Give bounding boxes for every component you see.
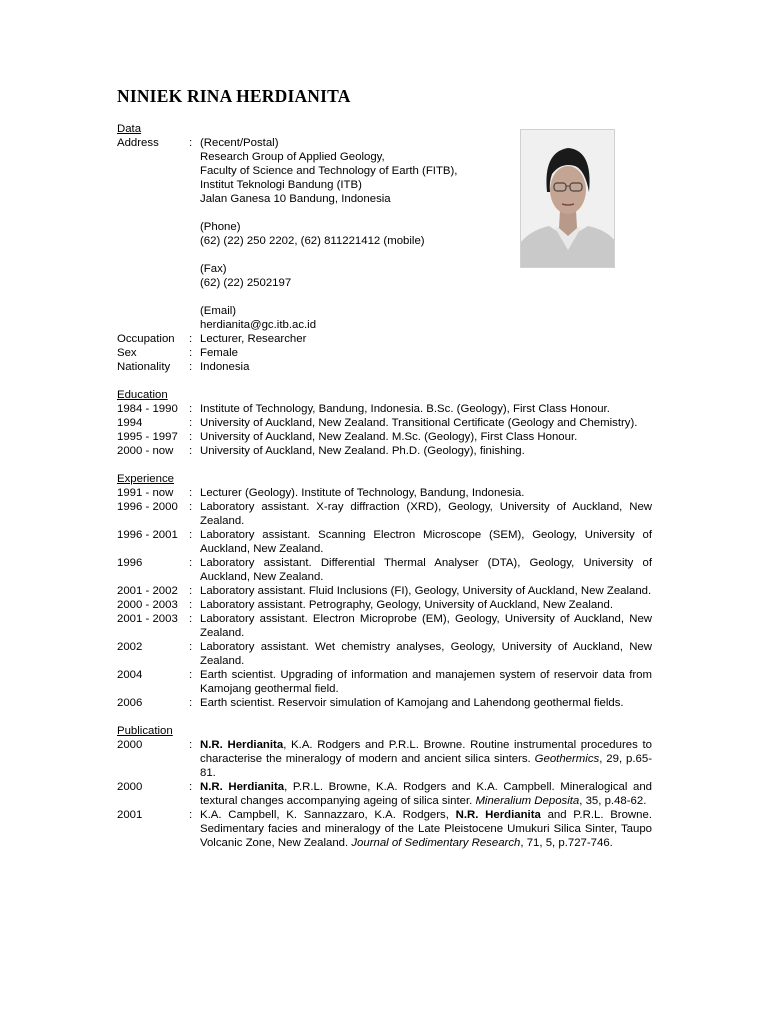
experience-entry bbox=[117, 696, 652, 710]
colon: : bbox=[189, 809, 193, 821]
section-heading-education: Education bbox=[117, 389, 168, 401]
address-line: (62) (22) 2502197 bbox=[200, 277, 292, 289]
entry-text: Laboratory assistant. Differential Thermal Analyser (DTA), Geology, University of Auckland, New Zealand. bbox=[200, 557, 652, 583]
publication-citation bbox=[200, 780, 652, 808]
email-address: herdianita@gc.itb.ac.id bbox=[200, 319, 317, 331]
entry-text: Laboratory assistant. X-ray diffraction (XRD), Geology, University of Auckland, New Zealand. bbox=[200, 501, 652, 527]
publication-year: 2000 bbox=[117, 781, 143, 793]
colon: : bbox=[189, 501, 193, 513]
publication-year: 2001 bbox=[117, 809, 143, 821]
experience-entry bbox=[117, 556, 652, 584]
education-entry bbox=[117, 430, 652, 444]
colon: : bbox=[189, 599, 193, 611]
entry-year: 2001 - 2003 bbox=[117, 613, 178, 625]
colon: : bbox=[189, 445, 193, 457]
entry-year: 1991 - now bbox=[117, 487, 174, 499]
publication-entry bbox=[117, 738, 652, 780]
address-block bbox=[200, 136, 652, 332]
address-label: Address bbox=[117, 137, 159, 149]
citation-journal: Geothermics bbox=[534, 753, 600, 765]
colon: : bbox=[189, 403, 193, 415]
occupation-label: Occupation bbox=[117, 333, 175, 345]
publication-citation bbox=[200, 738, 652, 780]
citation-journal: Mineralium Deposita bbox=[475, 795, 580, 807]
experience-entry bbox=[117, 528, 652, 556]
address-line: Jalan Ganesa 10 Bandung, Indonesia bbox=[200, 193, 391, 205]
publication-entry bbox=[117, 780, 652, 808]
address-line: (62) (22) 250 2202, (62) 811221412 (mobile) bbox=[200, 235, 425, 247]
address-row bbox=[117, 136, 652, 332]
address-line bbox=[200, 206, 652, 220]
section-heading-experience: Experience bbox=[117, 473, 174, 485]
nationality-value: Indonesia bbox=[200, 361, 250, 373]
entry-year: 2001 - 2002 bbox=[117, 585, 178, 597]
cv-name: NINIEK RINA HERDIANITA bbox=[117, 86, 351, 106]
address-line: Faculty of Science and Technology of Earth (FITB), bbox=[200, 165, 458, 177]
colon: : bbox=[189, 431, 193, 443]
address-line bbox=[200, 248, 652, 262]
education-list bbox=[117, 402, 652, 458]
citation-volume-pages: , 71, 5, p.727-746. bbox=[520, 837, 613, 849]
entry-year: 1996 - 2000 bbox=[117, 501, 178, 513]
colon: : bbox=[189, 557, 193, 569]
education-entry bbox=[117, 402, 652, 416]
experience-entry bbox=[117, 612, 652, 640]
experience-list bbox=[117, 486, 652, 710]
entry-text: Laboratory assistant. Wet chemistry analyses, Geology, University of Auckland, New Zealand. bbox=[200, 641, 652, 667]
address-line: (Recent/Postal) bbox=[200, 137, 279, 149]
entry-year: 1984 - 1990 bbox=[117, 403, 178, 415]
publication-entry bbox=[117, 808, 652, 850]
entry-year: 2000 - now bbox=[117, 445, 174, 457]
experience-entry bbox=[117, 668, 652, 696]
entry-text: Laboratory assistant. Fluid Inclusions (FI), Geology, University of Auckland, New Zealand. bbox=[200, 585, 652, 597]
citation-body: and P.R.L. Browne. Sedimentary facies and mineralogy of the Late Pleistocene Umukuri Silica Sinter, Taupo Volcanic Zone, New Zealand. bbox=[200, 809, 652, 849]
entry-text: University of Auckland, New Zealand. Ph.D. (Geology), finishing. bbox=[200, 445, 525, 457]
colon: : bbox=[189, 641, 193, 653]
entry-text: Laboratory assistant. Petrography, Geology, University of Auckland, New Zealand. bbox=[200, 599, 614, 611]
colon: : bbox=[189, 697, 193, 709]
entry-text: Laboratory assistant. Electron Microprobe (EM), Geology, University of Auckland, New Zealand. bbox=[200, 613, 652, 639]
entry-year: 1996 - 2001 bbox=[117, 529, 178, 541]
citation-coauthors: K.A. Campbell, K. Sannazzaro, K.A. Rodgers, bbox=[200, 809, 456, 821]
address-line: Institut Teknologi Bandung (ITB) bbox=[200, 179, 362, 191]
sex-value: Female bbox=[200, 347, 238, 359]
citation-volume-pages: , 35, p.48-62. bbox=[579, 795, 647, 807]
address-line bbox=[200, 290, 652, 304]
colon: : bbox=[189, 613, 193, 625]
experience-entry bbox=[117, 598, 652, 612]
colon: : bbox=[189, 739, 193, 751]
citation-highlighted-author: N.R. Herdianita bbox=[200, 781, 285, 793]
section-heading-publication: Publication bbox=[117, 725, 173, 737]
education-entry bbox=[117, 416, 652, 430]
colon: : bbox=[189, 137, 193, 149]
entry-year: 2006 bbox=[117, 697, 143, 709]
sex-row bbox=[117, 346, 652, 360]
colon: : bbox=[189, 669, 193, 681]
entry-text: Laboratory assistant. Scanning Electron Microscope (SEM), Geology, University of Auckland, New Zealand. bbox=[200, 529, 652, 555]
occupation-value: Lecturer, Researcher bbox=[200, 333, 307, 345]
colon: : bbox=[189, 361, 193, 373]
publication-list bbox=[117, 738, 652, 850]
experience-entry bbox=[117, 500, 652, 528]
citation-volume-pages: , 29, p.65-81. bbox=[200, 753, 652, 779]
entry-year: 2002 bbox=[117, 641, 143, 653]
address-line: (Email) bbox=[200, 305, 237, 317]
address-line: Research Group of Applied Geology, bbox=[200, 151, 385, 163]
colon: : bbox=[189, 333, 193, 345]
address-line: (Phone) bbox=[200, 221, 241, 233]
publication-citation bbox=[200, 808, 652, 850]
experience-entry bbox=[117, 640, 652, 668]
colon: : bbox=[189, 529, 193, 541]
experience-entry bbox=[117, 486, 652, 500]
experience-entry bbox=[117, 584, 652, 598]
colon: : bbox=[189, 417, 193, 429]
publication-year: 2000 bbox=[117, 739, 143, 751]
entry-year: 2000 - 2003 bbox=[117, 599, 178, 611]
entry-year: 1995 - 1997 bbox=[117, 431, 178, 443]
citation-highlighted-author: N.R. Herdianita bbox=[200, 739, 284, 751]
entry-text: Lecturer (Geology). Institute of Technology, Bandung, Indonesia. bbox=[200, 487, 525, 499]
colon: : bbox=[189, 585, 193, 597]
citation-journal: Journal of Sedimentary Research bbox=[351, 837, 521, 849]
colon: : bbox=[189, 487, 193, 499]
nationality-row bbox=[117, 360, 652, 374]
citation-body: , P.R.L. Browne, K.A. Rodgers and K.A. Campbell. Mineralogical and textural changes accompanying ageing of silica sinter. bbox=[200, 781, 652, 807]
colon: : bbox=[189, 347, 193, 359]
nationality-label: Nationality bbox=[117, 361, 171, 373]
section-heading-data: Data bbox=[117, 123, 142, 135]
entry-year: 1996 bbox=[117, 557, 143, 569]
citation-body: , K.A. Rodgers and P.R.L. Browne. Routine instrumental procedures to characterise the mineralogy of modern and ancient silica sinters. bbox=[200, 739, 652, 765]
entry-year: 2004 bbox=[117, 669, 143, 681]
citation-highlighted-author: N.R. Herdianita bbox=[455, 809, 541, 821]
colon: : bbox=[189, 781, 193, 793]
education-entry bbox=[117, 444, 652, 458]
entry-text: Institute of Technology, Bandung, Indonesia. B.Sc. (Geology), First Class Honour. bbox=[200, 403, 610, 415]
cv-content bbox=[117, 122, 652, 850]
entry-text: University of Auckland, New Zealand. M.Sc. (Geology), First Class Honour. bbox=[200, 431, 578, 443]
occupation-row bbox=[117, 332, 652, 346]
entry-text: University of Auckland, New Zealand. Transitional Certificate (Geology and Chemistry). bbox=[200, 417, 638, 429]
address-line: (Fax) bbox=[200, 263, 227, 275]
entry-text: Earth scientist. Upgrading of information and manajemen system of reservoir data from Kamojang geothermal field. bbox=[200, 669, 652, 695]
entry-text: Earth scientist. Reservoir simulation of Kamojang and Lahendong geothermal fields. bbox=[200, 697, 624, 709]
sex-label: Sex bbox=[117, 347, 137, 359]
entry-year: 1994 bbox=[117, 417, 143, 429]
